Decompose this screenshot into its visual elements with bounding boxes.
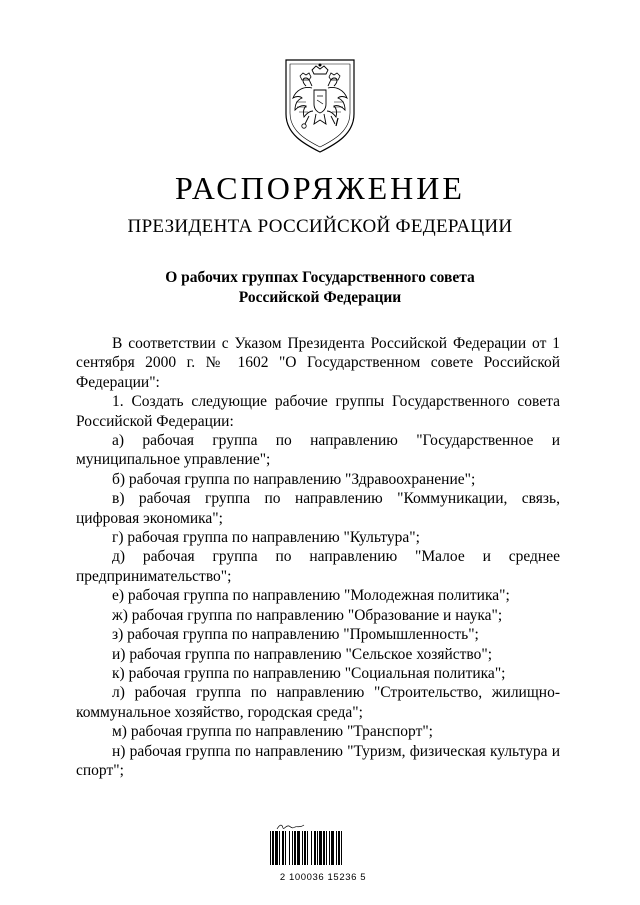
- paragraph-item-k: к) рабочая группа по направлению "Социальная политика";: [112, 664, 506, 682]
- document-subtitle: ПРЕЗИДЕНТА РОССИЙСКОЙ ФЕДЕРАЦИИ: [127, 216, 513, 237]
- coat-of-arms-icon: [276, 56, 364, 156]
- paragraph-item-i: и) рабочая группа по направлению "Сельское хозяйство";: [112, 645, 493, 663]
- paragraph-item-d: д) рабочая группа по направлению "Малое и среднее предпринимательство";: [76, 548, 560, 585]
- barcode-footer: [268, 822, 378, 882]
- paragraph-item-b: б) рабочая группа по направлению "Здравоохранение";: [112, 470, 476, 488]
- paragraph-item-1: 1. Создать следующие рабочие группы Государственного совета Российской Федерации:: [76, 393, 560, 430]
- handwritten-mark-icon: [268, 822, 378, 831]
- paragraph-preamble: В соответствии с Указом Президента Российской Федерации от 1 сентября 2000 г. № 1602 "О Государственном совете Российской Федерации":: [76, 335, 560, 391]
- heading-line-2: Российской Федерации: [238, 289, 402, 306]
- paragraph-item-e: е) рабочая группа по направлению "Молодежная политика";: [112, 587, 510, 605]
- paragraph-item-v: в) рабочая группа по направлению "Коммуникации, связь, цифровая экономика";: [76, 490, 560, 527]
- paragraph-item-g: г) рабочая группа по направлению "Культура";: [112, 529, 420, 547]
- document-title: РАСПОРЯЖЕНИЕ: [175, 170, 465, 206]
- heading-line-1: О рабочих группах Государственного совета: [165, 269, 475, 286]
- paragraph-item-a: а) рабочая группа по направлению "Государственное и муниципальное управление";: [76, 432, 560, 469]
- paragraph-item-l: л) рабочая группа по направлению "Строительство, жилищно-коммунальное хозяйство, городская среда";: [76, 684, 560, 721]
- barcode-number: 2 100036 15236 5: [279, 872, 367, 883]
- document-body: [76, 334, 560, 780]
- paragraph-item-z: з) рабочая группа по направлению "Промышленность";: [112, 626, 479, 644]
- paragraph-item-zh: ж) рабочая группа по направлению "Образование и наука";: [112, 606, 503, 624]
- paragraph-item-m: м) рабочая группа по направлению "Транспорт";: [112, 723, 433, 741]
- barcode-icon: [268, 831, 378, 865]
- paragraph-item-n: н) рабочая группа по направлению "Туризм, физическая культура и спорт";: [76, 742, 560, 779]
- document-heading: [100, 268, 540, 308]
